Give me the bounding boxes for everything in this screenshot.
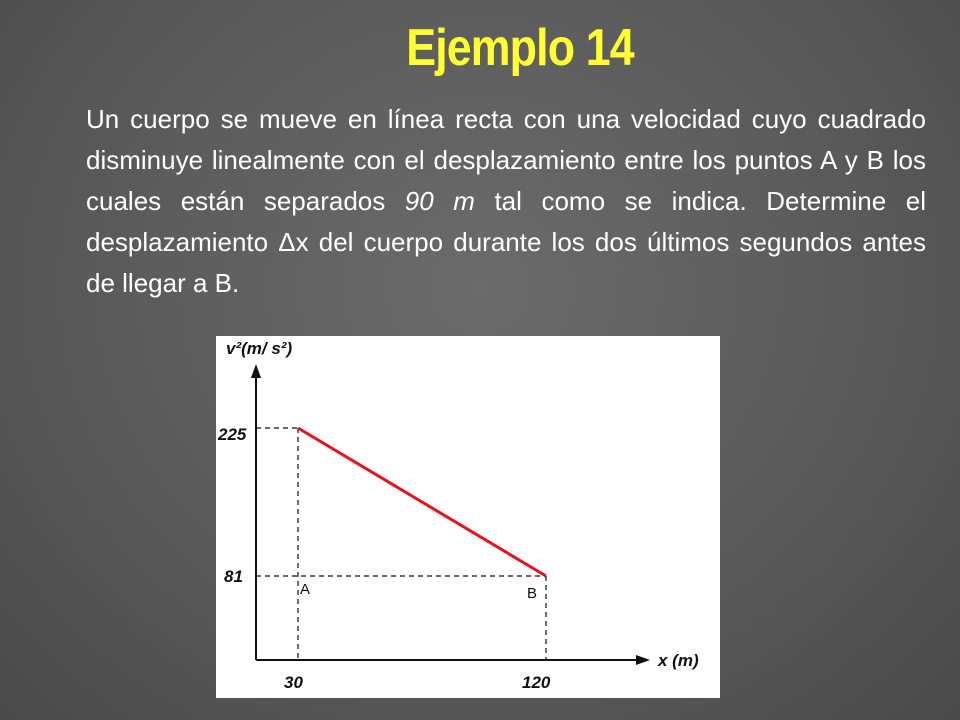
problem-text-part-1: Un cuerpo se mueve en línea recta con una velocidad cuyo cuadrado disminuye linealmente con el desplazamiento entre los puntos A y B los cuales están separados xyxy=(86,104,926,216)
v2-x-line xyxy=(298,428,546,576)
y-axis-label: v²(m/ s²) xyxy=(226,339,293,358)
slide-title: Ejemplo 14 xyxy=(406,19,634,77)
x-axis-arrow-icon xyxy=(636,655,650,665)
velocity-squared-diagram xyxy=(216,336,720,698)
x-axis-label: x (m) xyxy=(658,651,699,670)
y-tick-81: 81 xyxy=(224,567,243,586)
diagram-canvas xyxy=(216,336,720,698)
problem-distance-value: 90 m xyxy=(404,186,475,216)
x-tick-120: 120 xyxy=(522,673,551,692)
problem-text-part-2: tal como se indica. Determine el desplazamiento Δx del cuerpo durante los dos últimos segundos antes de llegar a B. xyxy=(86,186,926,298)
point-a-label: A xyxy=(300,581,311,598)
point-b-label: B xyxy=(527,585,538,602)
y-axis-arrow-icon xyxy=(251,364,261,378)
x-tick-30: 30 xyxy=(284,673,303,692)
y-tick-225: 225 xyxy=(218,425,247,444)
problem-statement xyxy=(86,99,926,304)
